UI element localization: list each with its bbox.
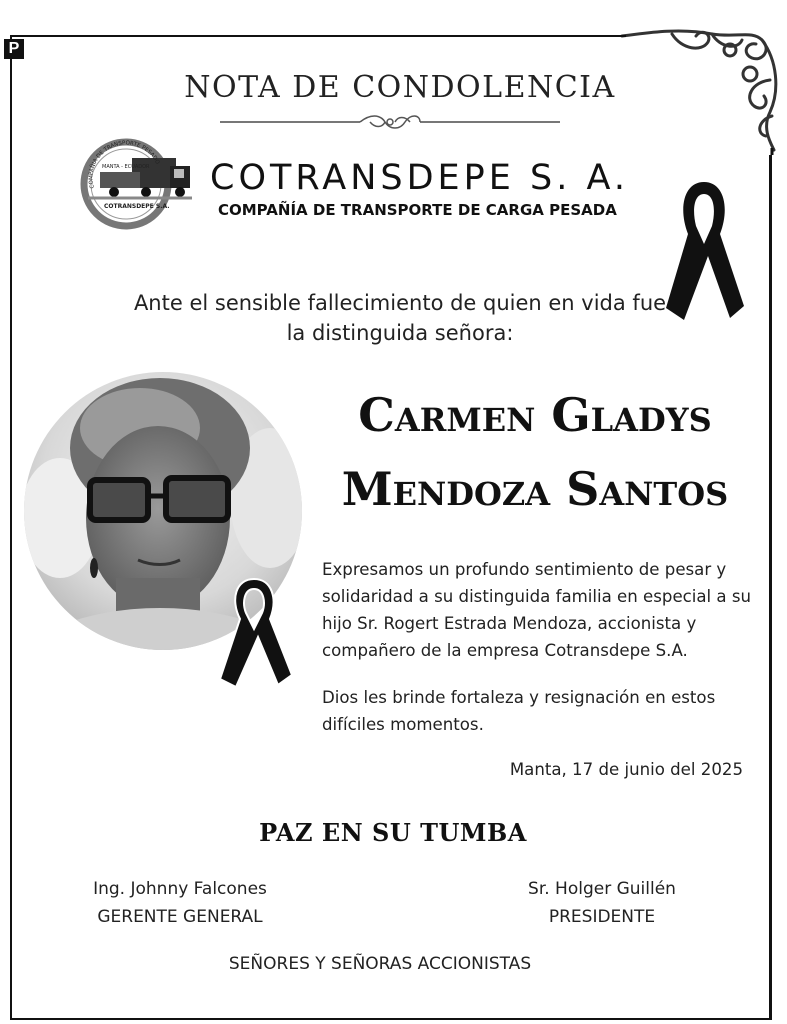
condolence-message: Expresamos un profundo sentimiento de pesar y solidaridad a su distinguida familia en especial a su hijo Sr. Rogert Estrada Mendoza, accionista y compañero de la empresa Cotransdepe S.A.: [322, 560, 752, 660]
company-logo: [80, 138, 198, 230]
place-date: Manta, 17 de junio del 2025: [509, 760, 743, 779]
closing-phrase: PAZ EN SU TUMBA: [259, 818, 527, 847]
signer-name: Ing. Johnny Falcones: [93, 879, 267, 899]
intro-text: [100, 288, 700, 348]
logo-brand-text: COTRANSDEPE S.A.: [104, 203, 170, 210]
intro-line-1: Ante el sensible fallecimiento de quien en vida fue: [133, 291, 667, 315]
blessing-message: Dios les brinde fortaleza y resignación en estos difíciles momentos.: [322, 688, 716, 734]
deceased-name-line-2: Mendoza Santos: [341, 462, 729, 516]
small-mourning-ribbon-icon: [216, 575, 294, 690]
company-name: COTRANSDEPE S. A.: [210, 158, 629, 198]
publication-badge: P: [4, 39, 24, 59]
signer-role: PRESIDENTE: [548, 907, 656, 927]
signer-role: GERENTE GENERAL: [97, 907, 263, 927]
logo-location-text: MANTA - ECUADOR: [102, 164, 150, 170]
intro-line-2: la distinguida señora:: [286, 321, 514, 345]
shareholders-footer: SEÑORES Y SEÑORAS ACCIONISTAS: [228, 954, 532, 974]
ornamental-divider-icon: [220, 112, 560, 132]
notice-title: NOTA DE CONDOLENCIA: [184, 70, 616, 105]
deceased-name-line-1: Carmen Gladys: [358, 388, 712, 442]
signature-right: [482, 875, 722, 931]
signer-name: Sr. Holger Guillén: [528, 879, 676, 899]
logo-ring-text: COMPAÑIA DE TRANSPORTE PESADO: [88, 140, 161, 190]
signature-left: [60, 875, 300, 931]
company-subtitle: COMPAÑÍA DE TRANSPORTE DE CARGA PESADA: [218, 201, 617, 219]
